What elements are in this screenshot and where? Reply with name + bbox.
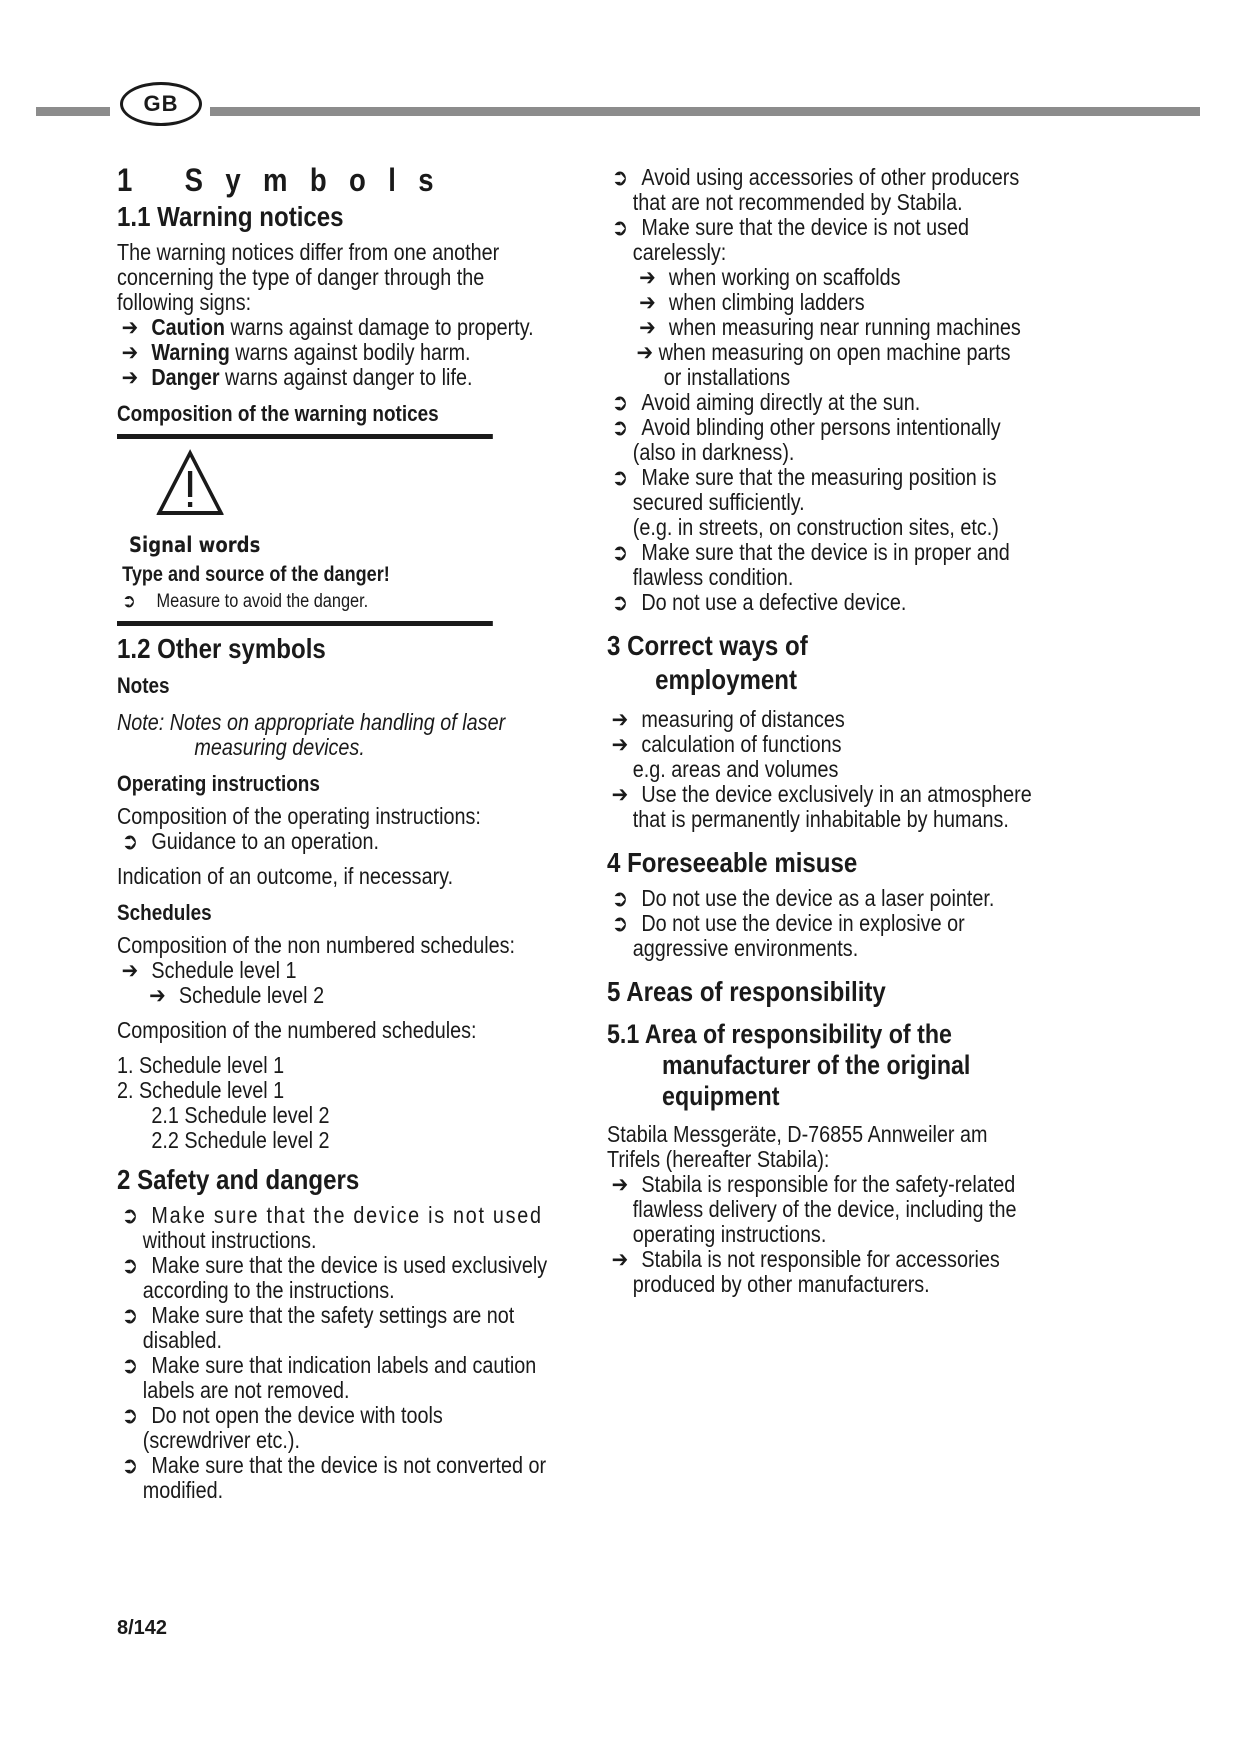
safety-item-cont: (e.g. in streets, on construction sites, etc.) (632, 514, 999, 540)
safety-item: ➲ Make sure that indication labels and caution (117, 1353, 564, 1378)
correct-use: ➔ calculation of functions (607, 732, 1054, 757)
manufacturer-line: Trifels (hereafter Stabila): (607, 1146, 830, 1172)
correct-use: ➔ Use the device exclusively in an atmosphere (607, 782, 1054, 807)
safety-item-cont: labels are not removed. (142, 1377, 350, 1403)
circle-arrow-icon: ➲ (611, 539, 629, 565)
numbered-item: 1. Schedule level 1 (117, 1052, 285, 1078)
header-rule-left (36, 107, 110, 116)
circle-arrow-icon: ➲ (611, 414, 629, 440)
safety-item: ➲ Avoid using accessories of other producers (607, 165, 1054, 190)
section-1-1-title: 1.1 Warning notices (117, 201, 344, 232)
note-line: Note: Notes on appropriate handling of laser (117, 709, 506, 735)
arrow-icon: ➔ (636, 339, 654, 365)
misuse-item: ➲ Do not use the device in explosive or (607, 911, 1054, 936)
sign-caution: ➔ Caution warns against damage to property. (117, 315, 564, 340)
circle-arrow-icon: ➲ (121, 1452, 139, 1478)
opinst-guidance: ➲ Guidance to an operation. (117, 829, 564, 854)
arrow-icon: ➔ (611, 731, 629, 757)
section-5-1-title-cont: manufacturer of the original (662, 1050, 971, 1080)
numbered-item: 2. Schedule level 1 (117, 1077, 285, 1103)
arrow-icon: ➔ (639, 289, 656, 315)
safety-item: ➲ Make sure that the device is not used (607, 215, 1054, 240)
arrow-icon: ➔ (611, 781, 629, 807)
arrow-icon: ➔ (611, 706, 629, 732)
safety-item: ➲ Avoid blinding other persons intentionally (607, 415, 1054, 440)
responsibility-item-cont: operating instructions. (632, 1221, 827, 1247)
arrow-icon: ➔ (121, 957, 139, 983)
safety-item-cont: carelessly: (632, 239, 727, 265)
safety-item: ➲ Make sure that the device is not converted or (117, 1453, 564, 1478)
numbered-item: 2.1 Schedule level 2 (151, 1102, 330, 1128)
careless-case: ➔ when measuring on open machine parts (635, 340, 1055, 365)
section-1-2-title: 1.2 Other symbols (117, 633, 326, 664)
careless-case: ➔ when climbing ladders (635, 290, 1055, 315)
safety-item: ➲ Do not open the device with tools (117, 1403, 564, 1428)
circle-arrow-icon: ➲ (611, 214, 629, 240)
arrow-icon: ➔ (639, 314, 656, 340)
schedules-composition: Composition of the non numbered schedules: (117, 932, 516, 958)
correct-use-cont: that is permanently inhabitable by humans. (632, 806, 1009, 832)
correct-use: ➔ measuring of distances (607, 707, 1054, 732)
opinst-composition: Composition of the operating instructions: (117, 803, 481, 829)
responsibility-item-cont: flawless delivery of the device, including the (632, 1196, 1017, 1222)
safety-item-cont: without instructions. (142, 1227, 317, 1253)
careless-case: ➔ when working on scaffolds (635, 265, 1055, 290)
section-5-title: 5 Areas of responsibility (607, 976, 886, 1007)
circle-arrow-icon: ➲ (121, 1352, 139, 1378)
sign-warning: ➔ Warning warns against bodily harm. (117, 340, 564, 365)
manufacturer-line: Stabila Messgeräte, D-76855 Annweiler am (607, 1121, 988, 1147)
signal-words: Signal words (129, 533, 261, 557)
intro-line: The warning notices differ from one another (117, 239, 500, 265)
circle-arrow-icon: ➲ (611, 885, 629, 911)
page-number: 8/142 (117, 1617, 168, 1639)
measure-arrow-icon: ➲ (122, 591, 136, 612)
right-column (607, 165, 1054, 1297)
warning-notice-example (117, 445, 564, 612)
section-3-title: 3 Correct ways of (607, 630, 808, 661)
schedules-title: Schedules (117, 900, 212, 925)
numbered-composition: Composition of the numbered schedules: (117, 1017, 477, 1043)
careless-case-cont: or installations (663, 364, 791, 390)
circle-arrow-icon: ➲ (611, 164, 629, 190)
safety-item-cont: modified. (142, 1477, 224, 1503)
careless-case: ➔ when measuring near running machines (635, 315, 1055, 340)
arrow-icon: ➔ (121, 339, 139, 365)
section-1-title: 1 Symbols (117, 162, 456, 198)
warning-triangle-icon (157, 449, 224, 517)
safety-item: ➲ Make sure that the device is not used (117, 1203, 564, 1228)
schedule-level-2: ➔ Schedule level 2 (145, 983, 565, 1008)
safety-item: ➲ Avoid aiming directly at the sun. (607, 390, 1054, 415)
section-5-1-title-cont: equipment (662, 1081, 780, 1111)
schedule-level-1: ➔ Schedule level 1 (117, 958, 564, 983)
arrow-icon: ➔ (611, 1171, 629, 1197)
circle-arrow-icon: ➲ (611, 389, 629, 415)
measure-line: ➲ Measure to avoid the danger. (122, 591, 369, 612)
safety-item: ➲ Make sure that the safety settings are not (117, 1303, 564, 1328)
responsibility-item-cont: produced by other manufacturers. (632, 1271, 930, 1297)
circle-arrow-icon: ➲ (611, 464, 629, 490)
safety-item-cont: according to the instructions. (142, 1277, 395, 1303)
arrow-icon: ➔ (121, 314, 139, 340)
left-column (117, 160, 564, 1503)
safety-item-cont: disabled. (142, 1327, 222, 1353)
circle-arrow-icon: ➲ (121, 1302, 139, 1328)
section-4-title: 4 Foreseeable misuse (607, 847, 858, 878)
correct-use-cont: e.g. areas and volumes (632, 756, 839, 782)
operating-instructions-title: Operating instructions (117, 771, 320, 796)
safety-item: ➲ Make sure that the measuring position is (607, 465, 1054, 490)
header-rule-right (210, 107, 1200, 116)
arrow-icon: ➔ (121, 364, 139, 390)
section-2-title: 2 Safety and dangers (117, 1164, 360, 1195)
safety-item-cont: secured sufficiently. (632, 489, 805, 515)
circle-arrow-icon: ➲ (121, 1252, 139, 1278)
intro-line: concerning the type of danger through the (117, 264, 485, 290)
arrow-icon: ➔ (149, 982, 166, 1008)
composition-title: Composition of the warning notices (117, 401, 439, 426)
arrow-icon: ➔ (611, 1246, 629, 1272)
opinst-indication: Indication of an outcome, if necessary. (117, 863, 454, 889)
responsibility-item: ➔ Stabila is not responsible for accessories (607, 1247, 1054, 1272)
circle-arrow-icon: ➲ (611, 589, 629, 615)
intro-line: following signs: (117, 289, 252, 315)
note-line: measuring devices. (194, 734, 365, 760)
notes-title: Notes (117, 673, 170, 698)
circle-arrow-icon: ➲ (121, 1402, 139, 1428)
circle-arrow-icon: ➲ (121, 828, 139, 854)
safety-item: ➲ Make sure that the device is in proper and (607, 540, 1054, 565)
safety-item-cont: flawless condition. (632, 564, 794, 590)
misuse-item-cont: aggressive environments. (632, 935, 859, 961)
numbered-item: 2.2 Schedule level 2 (151, 1127, 330, 1153)
section-3-title-cont: employment (655, 664, 798, 695)
circle-arrow-icon: ➲ (611, 910, 629, 936)
safety-item-cont: that are not recommended by Stabila. (632, 189, 963, 215)
section-5-1-title: 5.1 Area of responsibility of the (607, 1019, 952, 1049)
arrow-icon: ➔ (639, 264, 656, 290)
sign-danger: ➔ Danger warns against danger to life. (117, 365, 564, 390)
divider (117, 621, 493, 626)
divider (117, 434, 493, 439)
responsibility-item: ➔ Stabila is responsible for the safety-related (607, 1172, 1054, 1197)
misuse-item: ➲ Do not use the device as a laser pointer. (607, 886, 1054, 911)
danger-type-source: Type and source of the danger! (122, 563, 390, 586)
language-badge: GB (120, 82, 202, 126)
circle-arrow-icon: ➲ (121, 1202, 139, 1228)
safety-item-cont: (screwdriver etc.). (142, 1427, 300, 1453)
safety-item: ➲ Do not use a defective device. (607, 590, 1054, 615)
safety-item-cont: (also in darkness). (632, 439, 795, 465)
safety-item: ➲ Make sure that the device is used exclusively (117, 1253, 564, 1278)
